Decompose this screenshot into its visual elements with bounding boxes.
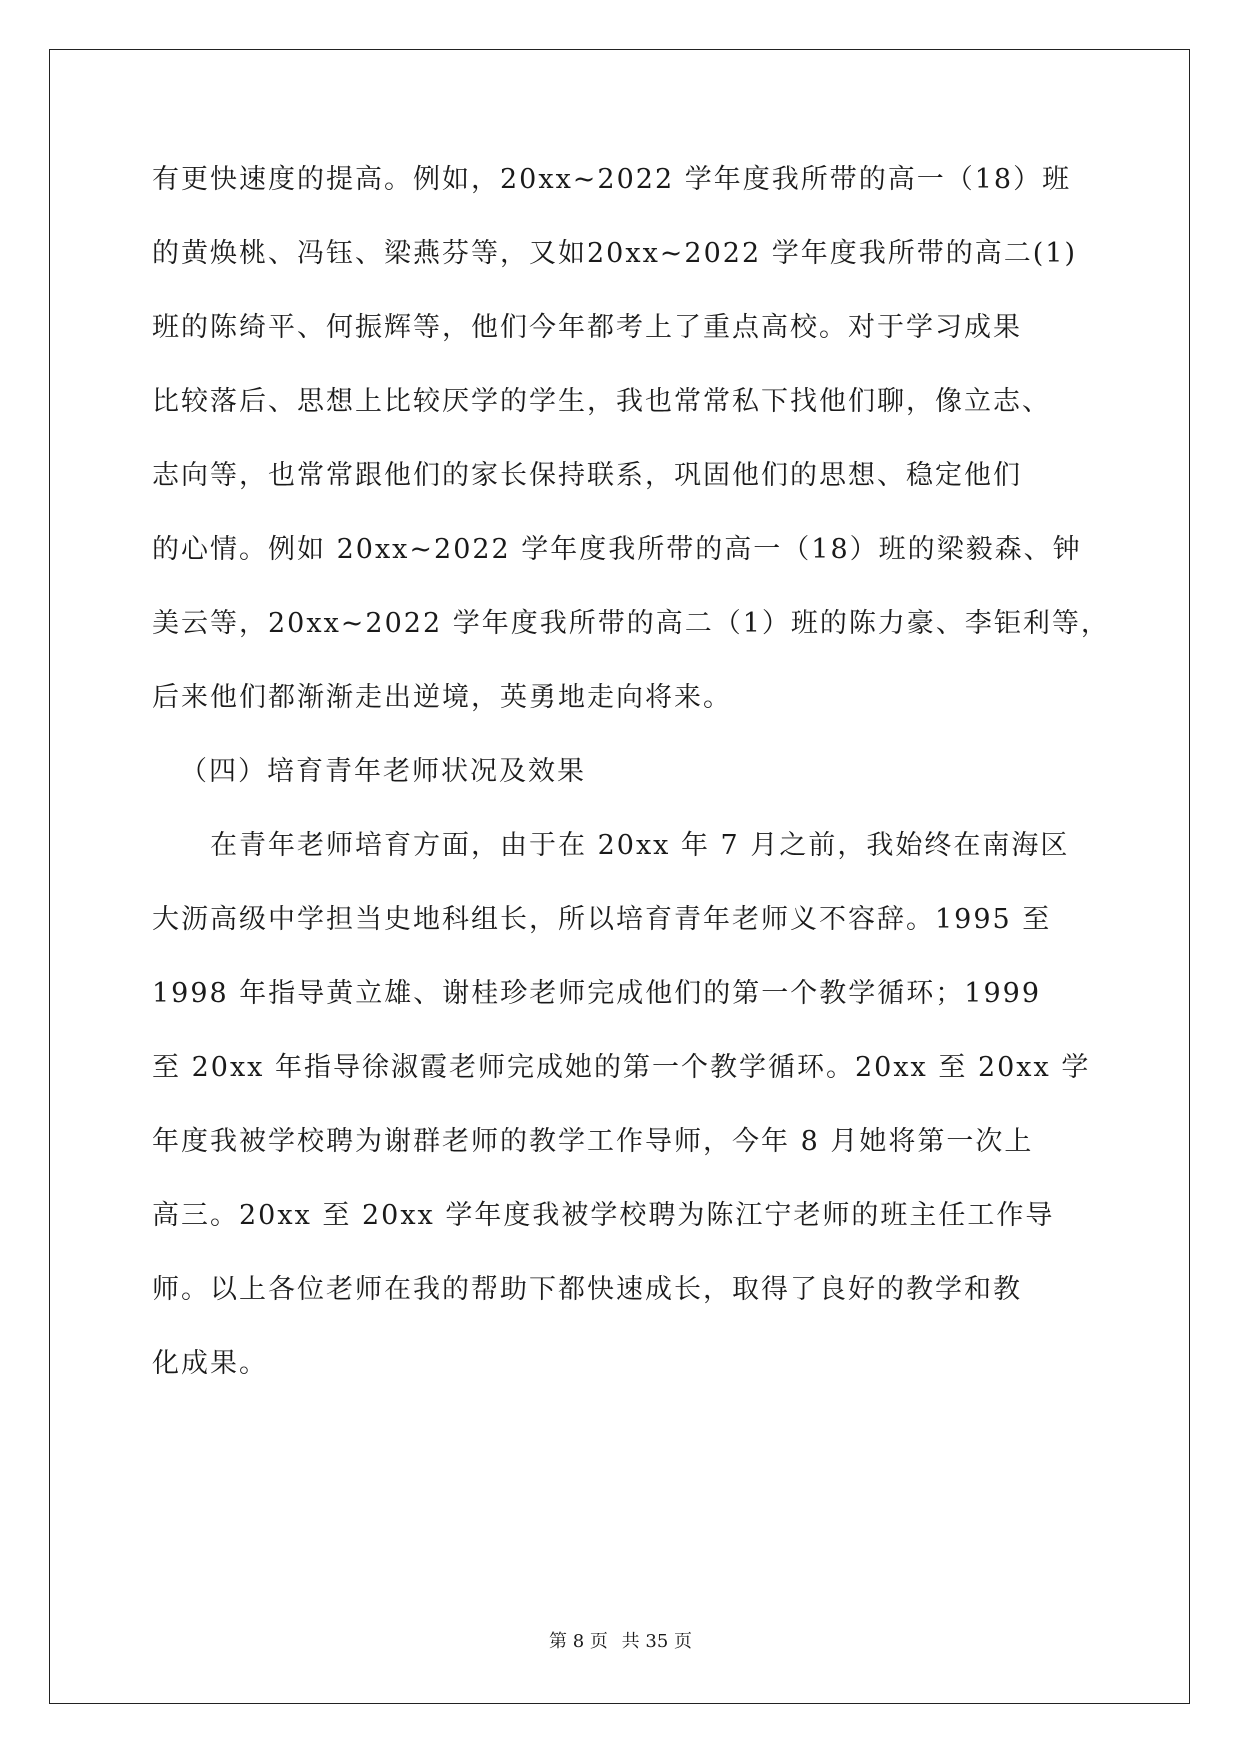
text-line: 年度我被学校聘为谢群老师的教学工作导师，今年 8 月她将第一次上 xyxy=(152,1126,1034,1157)
text-line: 大沥高级中学担当史地科组长，所以培育青年老师义不容辞。1995 至 xyxy=(152,904,1052,935)
text-line: 志向等，也常常跟他们的家长保持联系，巩固他们的思想、稳定他们 xyxy=(152,460,1022,491)
paragraph-first-line: 在青年老师培育方面，由于在 20xx 年 7 月之前，我始终在南海区 xyxy=(210,830,1070,861)
page-footer xyxy=(0,1627,1241,1653)
text-line: 的黄焕桃、冯钰、梁燕芬等，又如20xx~2022 学年度我所带的高二(1) xyxy=(152,238,1077,269)
text-line: 师。以上各位老师在我的帮助下都快速成长，取得了良好的教学和教 xyxy=(152,1274,1022,1305)
text-line: 班的陈绮平、何振辉等，他们今年都考上了重点高校。对于学习成果 xyxy=(152,312,1022,343)
page-total: 共 35 页 xyxy=(621,1631,692,1652)
text-line: 比较落后、思想上比较厌学的学生，我也常常私下找他们聊，像立志、 xyxy=(152,386,1051,417)
text-line: 后来他们都渐渐走出逆境，英勇地走向将来。 xyxy=(152,682,732,713)
page-border xyxy=(49,49,1190,1704)
section-heading: （四）培育青年老师状况及效果 xyxy=(180,756,586,787)
page-current: 第 8 页 xyxy=(549,1631,608,1652)
text-line: 有更快速度的提高。例如，20xx~2022 学年度我所带的高一（18）班 xyxy=(152,164,1072,195)
text-line: 1998 年指导黄立雄、谢桂珍老师完成他们的第一个教学循环；1999 xyxy=(152,978,1042,1009)
text-line: 至 20xx 年指导徐淑霞老师完成她的第一个教学循环。20xx 至 20xx 学 xyxy=(152,1052,1091,1083)
text-line: 的心情。例如 20xx~2022 学年度我所带的高一（18）班的梁毅森、钟 xyxy=(152,534,1082,565)
text-line: 高三。20xx 至 20xx 学年度我被学校聘为陈江宁老师的班主任工作导 xyxy=(152,1200,1055,1231)
text-line: 美云等，20xx~2022 学年度我所带的高二（1）班的陈力豪、李钜利等， xyxy=(152,608,1110,639)
text-line: 化成果。 xyxy=(152,1348,268,1379)
